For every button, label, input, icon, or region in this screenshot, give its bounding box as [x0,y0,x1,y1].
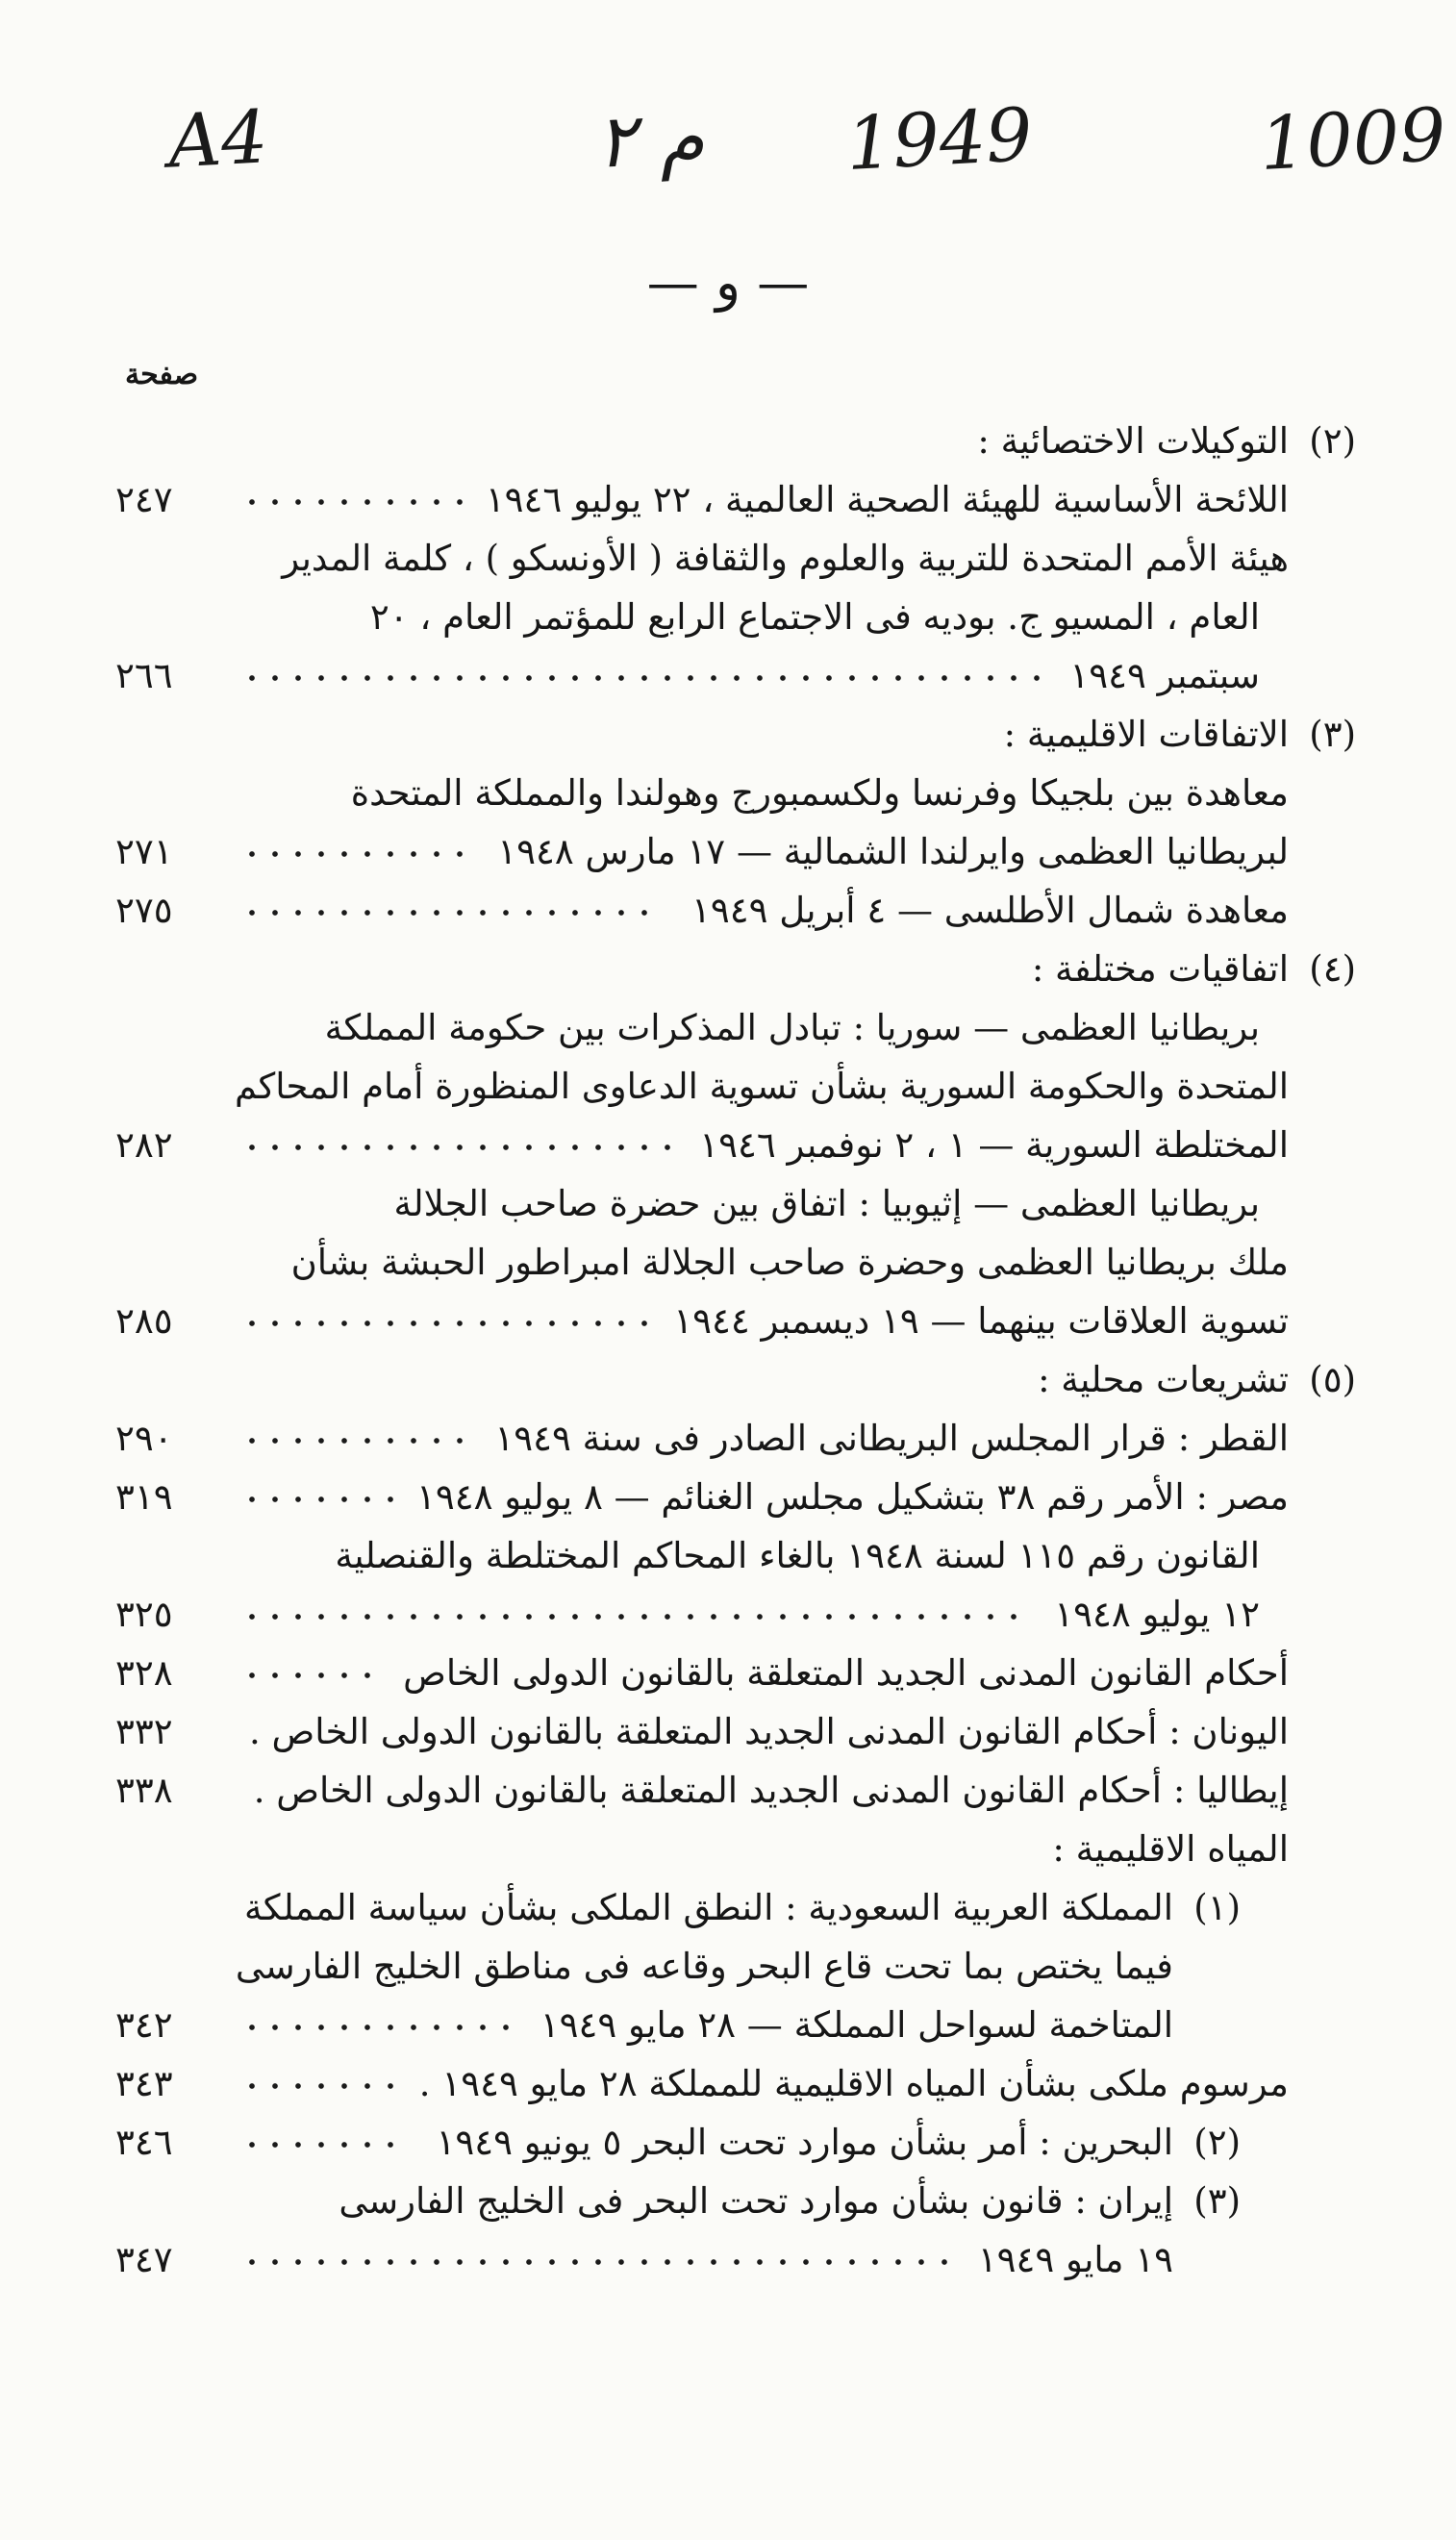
dot-leader [240,1438,471,1444]
section-number: (٢) [1309,420,1356,462]
section-title: اتفاقيات مختلفة : [1031,948,1289,990]
dot-leader [240,1496,402,1502]
waters-header [115,1820,1356,1878]
dot-leader [240,910,656,916]
entry-text: بريطانيا العظمى — سوريا : تبادل المذكرات بين حكومة المملكة [324,1007,1260,1048]
dot-leader [240,1672,379,1678]
entry-text: إيران : قانون بشأن موارد تحت البحر فى الخليج الفارسى [339,2180,1173,2222]
toc-line [115,1468,1356,1526]
toc-line [115,1761,1356,1820]
toc-line [115,1233,1356,1292]
toc-line [115,588,1356,646]
page-number: ٣٢٥ [115,1594,173,1635]
page-number: ٢٧٥ [115,890,173,931]
toc-line [115,1292,1356,1350]
entry-text: المملكة العربية السعودية : النطق الملكى بشأن سياسة المملكة [244,1887,1173,1928]
toc-line [115,1116,1356,1174]
handwritten-year: 1949 [843,90,1035,188]
entry-text: المتاخمة لسواحل المملكة — ٢٨ مايو ١٩٤٩ [540,2004,1173,2046]
entry-text: فيما يختص بما تحت قاع البحر وقاعه فى مناطق الخليج الفارسى [235,1946,1173,1987]
entry-text: بريطانيا العظمى — إثيوبيا : اتفاق بين حضرة صاحب الجلالة [393,1183,1260,1224]
page-number: ٣٤٣ [115,2063,173,2104]
dot-leader [240,2024,517,2030]
entry-text: ملك بريطانيا العظمى وحضرة صاحب الجلالة امبراطور الحبشة بشأن [290,1242,1289,1283]
section-header [115,412,1356,470]
entry-text: سبتمبر ١٩٤٩ [1069,655,1260,696]
entry-text: اليونان : أحكام القانون المدنى الجديد المتعلقة بالقانون الدولى الخاص . [249,1711,1289,1752]
dot-leader [240,1614,1025,1620]
dot-leader [240,675,1048,681]
entry-text: إيطاليا : أحكام القانون المدنى الجديد المتعلقة بالقانون الدولى الخاص . [253,1770,1289,1811]
item-number: (٣) [1193,2180,1241,2222]
toc-line [115,1996,1356,2054]
dot-leader [240,499,471,505]
toc-line [115,529,1356,588]
entry-text: ١٩ مايو ١٩٤٩ [977,2239,1173,2280]
toc-line [115,1878,1356,1937]
item-number: (٢) [1193,2122,1241,2163]
toc-line [115,1702,1356,1761]
toc-line [115,470,1356,529]
page-number: ٢٩٠ [115,1418,173,1459]
dot-leader [240,851,471,857]
entry-text: المختلطة السورية — ١ ، ٢ نوفمبر ١٩٤٦ [699,1124,1289,1166]
entry-text: المتحدة والحكومة السورية بشأن تسوية الدعاوى المنظورة أمام المحاكم [235,1066,1289,1107]
entry-text: تسوية العلاقات بينهما — ١٩ ديسمبر ١٩٤٤ [673,1300,1289,1342]
page-number: ٢٦٦ [115,655,173,696]
section-number: (٤) [1309,948,1356,990]
section-title: التوكيلات الاختصائية : [977,420,1289,462]
entry-text: هيئة الأمم المتحدة للتربية والعلوم والثقافة ( الأونسكو ) ، كلمة المدير [282,538,1289,579]
section-header [115,705,1356,764]
toc-line [115,2054,1356,2113]
page-number: ٣٣٨ [115,1770,173,1811]
section-header [115,940,1356,998]
handwritten-code: A4 [165,93,270,185]
toc-line [115,822,1356,881]
dot-leader [240,2142,402,2148]
page-number: ٣٤٧ [115,2239,173,2280]
page-number: ٣٤٢ [115,2004,173,2046]
entry-text: القانون رقم ١١٥ لسنة ١٩٤٨ بالغاء المحاكم المختلطة والقنصلية [335,1535,1260,1576]
entry-text: معاهدة شمال الأطلسى — ٤ أبريل ١٩٤٩ [691,890,1289,931]
entry-text: القطر : قرار المجلس البريطانى الصادر فى سنة ١٩٤٩ [494,1418,1289,1459]
entry-text: اللائحة الأساسية للهيئة الصحية العالمية ، ٢٢ يوليو ١٩٤٦ [485,479,1289,520]
toc-line [115,1174,1356,1233]
handwritten-number: 1009 [1257,90,1448,188]
page-number: ٢٧١ [115,831,173,872]
section-number: (٣) [1309,714,1356,755]
page-number: ٢٨٢ [115,1124,173,1166]
page-column-label: صفحة [125,358,199,391]
toc-line [115,1526,1356,1585]
section-number: (٥) [1309,1359,1356,1400]
entry-text: معاهدة بين بلجيكا وفرنسا ولكسمبورج وهولندا والمملكة المتحدة [350,772,1289,814]
dot-leader [240,2083,402,2089]
entry-text: ١٢ يوليو ١٩٤٨ [1054,1594,1260,1635]
dot-leader [240,1320,656,1326]
toc-line [115,646,1356,705]
page-number: ٣٤٦ [115,2122,173,2163]
waters-title: المياه الاقليمية : [1052,1828,1289,1870]
page-number: ٢٨٥ [115,1300,173,1342]
toc-line [115,998,1356,1057]
toc-line [115,881,1356,940]
section-title: تشريعات محلية : [1038,1359,1289,1400]
dot-leader [240,1144,679,1150]
table-of-contents [115,412,1356,2289]
toc-line [115,1057,1356,1116]
entry-text: أحكام القانون المدنى الجديد المتعلقة بالقانون الدولى الخاص [403,1652,1289,1694]
page-number: ٣٢٨ [115,1652,173,1694]
page-number: ٢٤٧ [115,479,173,520]
item-number: (١) [1193,1887,1241,1928]
entry-text: مرسوم ملكى بشأن المياه الاقليمية للمملكة ٢٨ مايو ١٩٤٩ . [418,2063,1289,2104]
toc-line [115,2113,1356,2172]
entry-text: لبريطانيا العظمى وايرلندا الشمالية — ١٧ مارس ١٩٤٨ [497,831,1289,872]
toc-line [115,1409,1356,1468]
entry-text: العام ، المسيو ج. بوديه فى الاجتماع الرابع للمؤتمر العام ، ٢٠ [369,596,1260,638]
toc-line [115,2172,1356,2230]
toc-line [115,2230,1356,2289]
toc-line [115,1937,1356,1996]
page-number: ٣١٩ [115,1476,173,1518]
entry-text: مصر : الأمر رقم ٣٨ بتشكيل مجلس الغنائم — ٨ يوليو ١٩٤٨ [415,1476,1289,1518]
entry-text: البحرين : أمر بشأن موارد تحت البحر ٥ يونيو ١٩٤٩ [436,2122,1173,2163]
section-title: الاتفاقات الاقليمية : [1003,714,1289,755]
handwritten-volume: م ٢ [593,93,707,185]
page-marker: — و — [646,252,810,313]
section-header [115,1350,1356,1409]
dot-leader [240,2259,956,2265]
toc-line [115,1585,1356,1644]
toc-line [115,764,1356,822]
page-number: ٣٣٢ [115,1711,173,1752]
toc-line [115,1644,1356,1702]
